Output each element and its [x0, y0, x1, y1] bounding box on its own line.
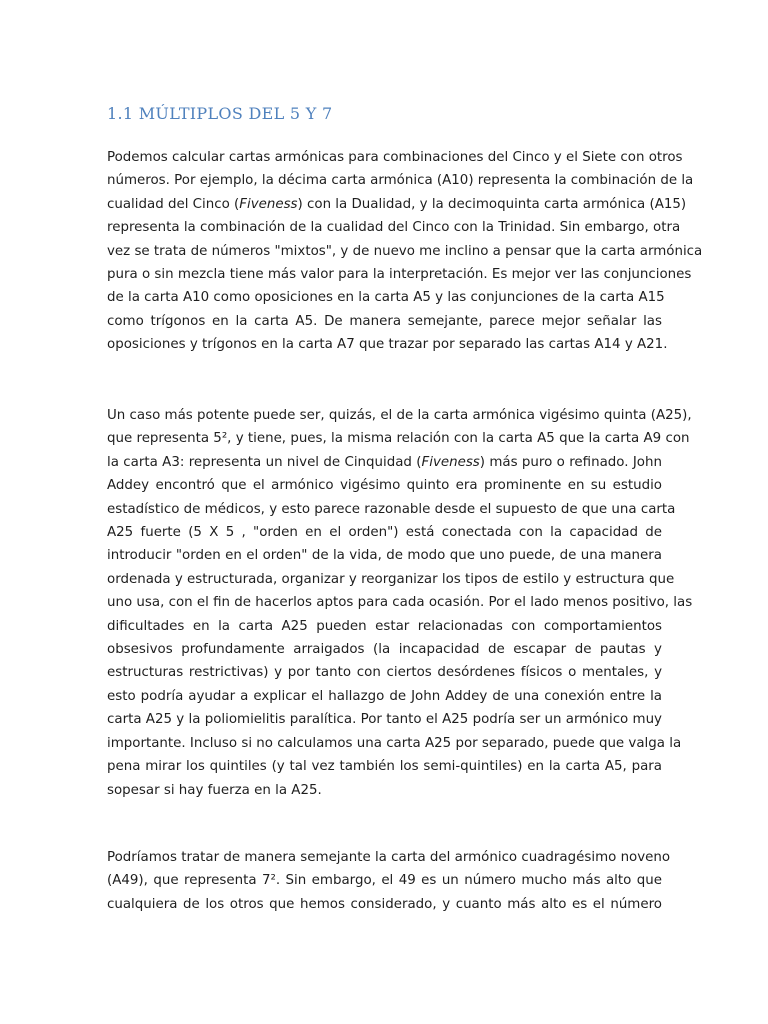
paragraph-line: estadístico de médicos, y esto parece razonable desde el supuesto de que una carta	[107, 501, 676, 517]
paragraph-line: sopesar si hay fuerza en la A25.	[107, 782, 322, 798]
paragraph-line: ordenada y estructurada, organizar y reorganizar los tipos de estilo y estructura que	[107, 571, 675, 587]
paragraph-line: estructuras restrictivas) y por tanto con ciertos desórdenes físicos o mentales, y	[107, 665, 662, 681]
paragraph-line: esto podría ayudar a explicar el hallazgo de John Addey de una conexión entre la	[107, 688, 662, 704]
paragraph-line: la carta A3: representa un nivel de Cinquidad (Fiveness) más puro o refinado. John	[107, 454, 662, 470]
paragraph-line: introducir "orden en el orden" de la vida, de modo que uno puede, de una manera	[107, 548, 662, 564]
paragraph-line: carta A25 y la poliomielitis paralítica. Por tanto el A25 podría ser un armónico muy	[107, 712, 662, 728]
paragraph-line: obsesivos profundamente arraigados (la incapacidad de escapar de pautas y	[107, 642, 662, 658]
paragraph-line: cualidad del Cinco (Fiveness) con la Dualidad, y la decimoquinta carta armónica (A15)	[107, 196, 687, 212]
paragraph-1	[107, 146, 703, 357]
paragraph-line: de la carta A10 como oposiciones en la carta A5 y las conjunciones de la carta A15	[107, 290, 665, 306]
paragraph-line: pura o sin mezcla tiene más valor para la interpretación. Es mejor ver las conjunciones	[107, 267, 692, 283]
paragraph-line: que representa 5², y tiene, pues, la misma relación con la carta A5 que la carta A9 con	[107, 431, 690, 447]
paragraph-3	[107, 846, 671, 916]
paragraph-line: importante. Incluso si no calculamos una carta A25 por separado, puede que valga la	[107, 735, 682, 751]
paragraph-line: como trígonos en la carta A5. De manera semejante, parece mejor señalar las	[107, 313, 662, 329]
paragraph-line: uno usa, con el fin de hacerlos aptos para cada ocasión. Por el lado menos positivo, las	[107, 595, 693, 611]
paragraph-line: Un caso más potente puede ser, quizás, el de la carta armónica vigésimo quinta (A25),	[107, 408, 692, 423]
paragraph-line: números. Por ejemplo, la décima carta armónica (A10) representa la combinación de la	[107, 173, 694, 189]
italic-term: Fiveness	[421, 454, 480, 470]
paragraph-line: dificultades en la carta A25 pueden estar relacionadas con comportamientos	[107, 618, 662, 634]
italic-term: Fiveness	[239, 196, 298, 212]
paragraph-line: pena mirar los quintiles (y tal vez también los semi-quintiles) en la carta A5, para	[107, 759, 662, 775]
paragraph-line: Podríamos tratar de manera semejante la carta del armónico cuadragésimo noveno	[107, 850, 671, 865]
paragraph-line: (A49), que representa 7². Sin embargo, el 49 es un número mucho más alto que	[107, 873, 662, 889]
paragraph-line: representa la combinación de la cualidad del Cinco con la Trinidad. Sin embargo, otra	[107, 220, 681, 236]
section-heading: 1.1 MÚLTIPLOS DEL 5 Y 7	[107, 104, 333, 123]
paragraph-line: cualquiera de los otros que hemos considerado, y cuanto más alto es el número	[107, 896, 662, 912]
paragraph-line: Addey encontró que el armónico vigésimo quinto era prominente en su estudio	[107, 478, 662, 494]
paragraph-2	[107, 404, 693, 802]
paragraph-line: Podemos calcular cartas armónicas para combinaciones del Cinco y el Siete con otros	[107, 150, 683, 165]
paragraph-line: vez se trata de números "mixtos", y de nuevo me inclino a pensar que la carta armónica	[107, 243, 703, 259]
paragraph-line: A25 fuerte (5 X 5 , "orden en el orden") está conectada con la capacidad de	[107, 525, 662, 541]
paragraph-line: oposiciones y trígonos en la carta A7 que trazar por separado las cartas A14 y A21.	[107, 337, 668, 353]
